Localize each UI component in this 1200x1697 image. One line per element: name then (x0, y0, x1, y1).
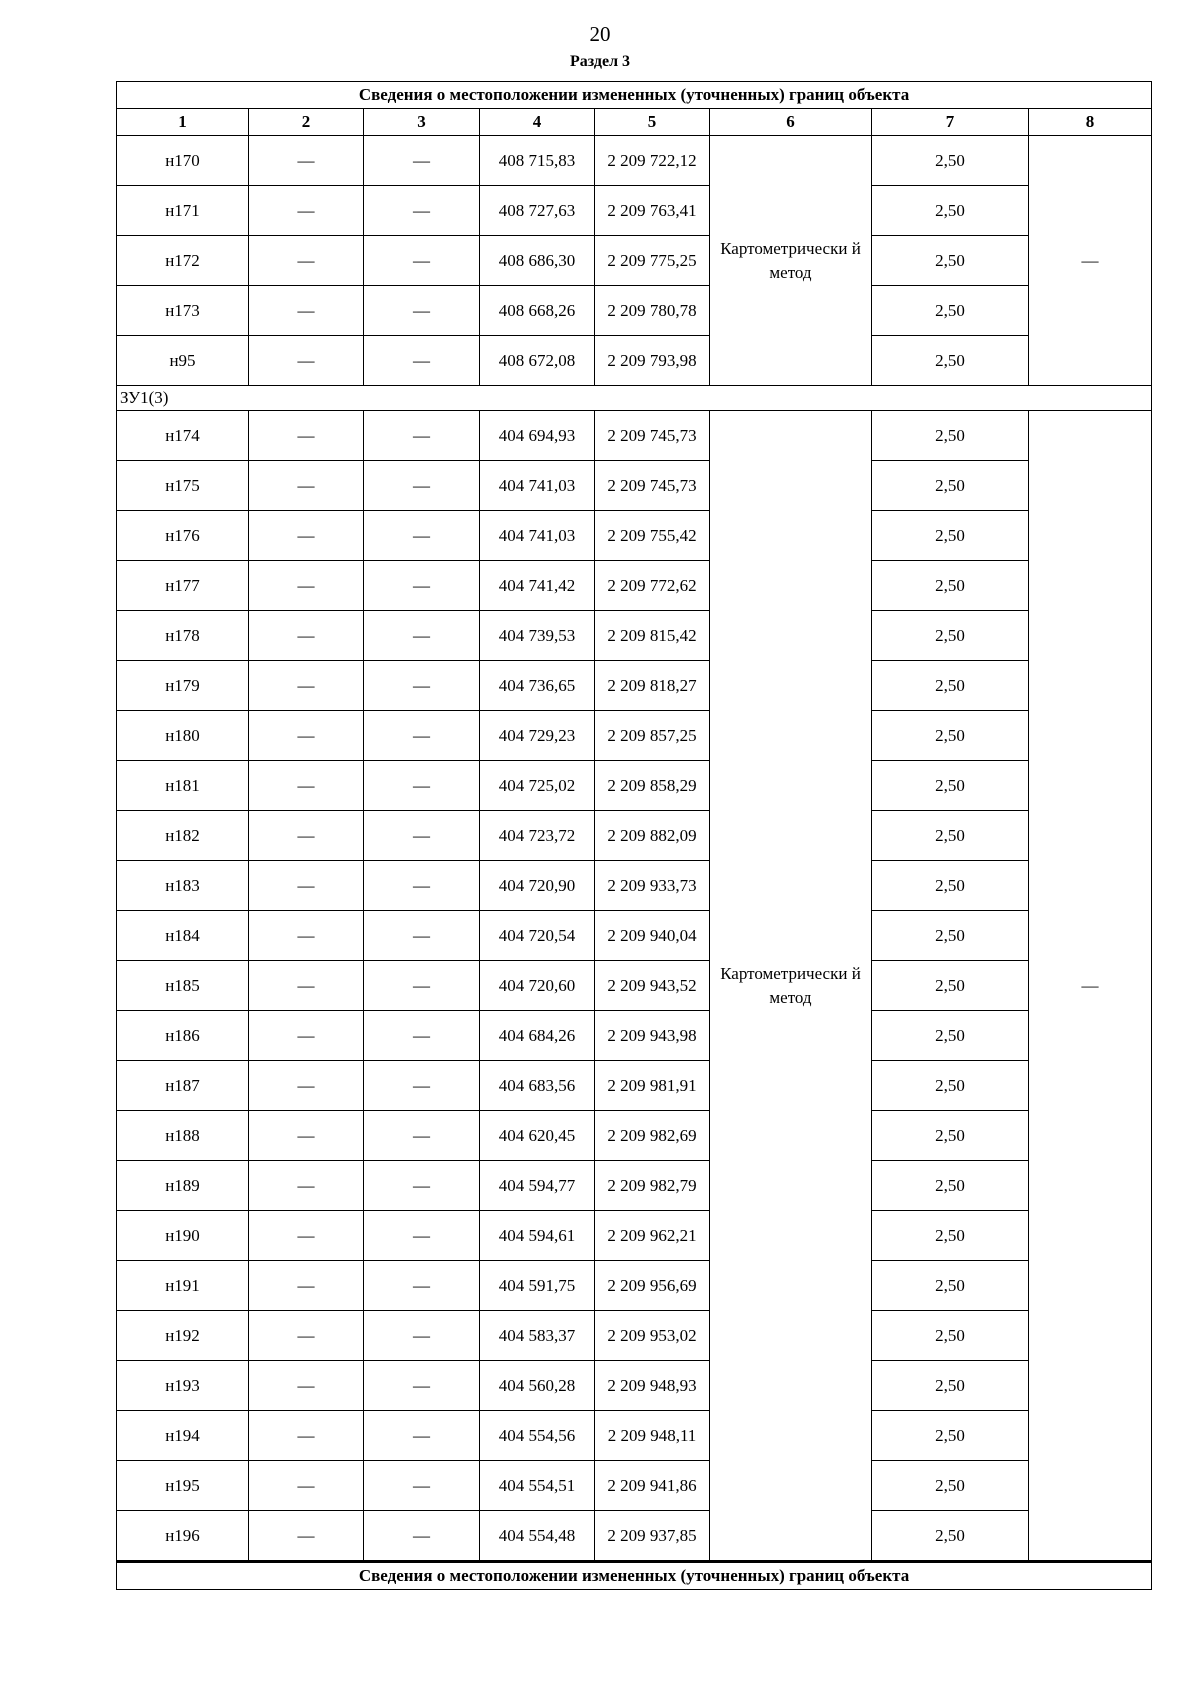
accuracy-cell: 2,50 (872, 511, 1029, 561)
x-coordinate-cell: 408 715,83 (480, 136, 595, 186)
accuracy-cell: 2,50 (872, 811, 1029, 861)
x-coordinate-cell: 408 672,08 (480, 336, 595, 386)
column-header: 6 (710, 109, 872, 136)
column-3-cell: — (364, 286, 480, 336)
y-coordinate-cell: 2 209 815,42 (595, 611, 710, 661)
table-row (117, 1161, 1152, 1211)
point-number-cell: н173 (117, 286, 249, 336)
table-row (117, 511, 1152, 561)
column-2-cell: — (249, 761, 364, 811)
y-coordinate-cell: 2 209 857,25 (595, 711, 710, 761)
table-row (117, 1011, 1152, 1061)
y-coordinate-cell: 2 209 982,69 (595, 1111, 710, 1161)
y-coordinate-cell: 2 209 755,42 (595, 511, 710, 561)
column-header: 5 (595, 109, 710, 136)
column-3-cell: — (364, 1161, 480, 1211)
table-row (117, 1461, 1152, 1511)
x-coordinate-cell: 404 741,42 (480, 561, 595, 611)
column-2-cell: — (249, 861, 364, 911)
point-number-cell: н183 (117, 861, 249, 911)
accuracy-cell: 2,50 (872, 1261, 1029, 1311)
point-number-cell: н194 (117, 1411, 249, 1461)
method-cell: Картометрически й метод (710, 136, 872, 386)
y-coordinate-cell: 2 209 858,29 (595, 761, 710, 811)
page-number: 20 (589, 22, 611, 46)
column-header: 7 (872, 109, 1029, 136)
column-2-cell: — (249, 611, 364, 661)
accuracy-cell: 2,50 (872, 286, 1029, 336)
x-coordinate-cell: 404 720,54 (480, 911, 595, 961)
column-3-cell: — (364, 411, 480, 461)
point-number-cell: н189 (117, 1161, 249, 1211)
y-coordinate-cell: 2 209 780,78 (595, 286, 710, 336)
point-number-cell: н177 (117, 561, 249, 611)
accuracy-cell: 2,50 (872, 1311, 1029, 1361)
table-row (117, 1261, 1152, 1311)
table-row (117, 1411, 1152, 1461)
x-coordinate-cell: 404 684,26 (480, 1011, 595, 1061)
x-coordinate-cell: 404 554,51 (480, 1461, 595, 1511)
point-number-cell: н174 (117, 411, 249, 461)
column-3-cell: — (364, 1061, 480, 1111)
y-coordinate-cell: 2 209 763,41 (595, 186, 710, 236)
table-row (117, 186, 1152, 236)
column-3-cell: — (364, 1511, 480, 1562)
x-coordinate-cell: 404 554,56 (480, 1411, 595, 1461)
column-2-cell: — (249, 1061, 364, 1111)
accuracy-cell: 2,50 (872, 711, 1029, 761)
accuracy-cell: 2,50 (872, 136, 1029, 186)
column-3-cell: — (364, 1011, 480, 1061)
column-2-cell: — (249, 1511, 364, 1562)
x-coordinate-cell: 408 727,63 (480, 186, 595, 236)
accuracy-cell: 2,50 (872, 1511, 1029, 1562)
table-row (117, 236, 1152, 286)
x-coordinate-cell: 404 554,48 (480, 1511, 595, 1562)
column-3-cell: — (364, 461, 480, 511)
column-3-cell: — (364, 1311, 480, 1361)
table-row (117, 1061, 1152, 1111)
column-3-cell: — (364, 236, 480, 286)
accuracy-cell: 2,50 (872, 611, 1029, 661)
point-number-cell: н179 (117, 661, 249, 711)
accuracy-cell: 2,50 (872, 1011, 1029, 1061)
column-2-cell: — (249, 1211, 364, 1261)
column-3-cell: — (364, 1361, 480, 1411)
point-number-cell: н172 (117, 236, 249, 286)
column-8-cell: — (1029, 411, 1152, 1562)
point-number-cell: н175 (117, 461, 249, 511)
point-number-cell: н181 (117, 761, 249, 811)
column-2-cell: — (249, 1311, 364, 1361)
point-number-cell: н188 (117, 1111, 249, 1161)
point-number-cell: н196 (117, 1511, 249, 1562)
column-2-cell: — (249, 811, 364, 861)
column-2-cell: — (249, 961, 364, 1011)
accuracy-cell: 2,50 (872, 1061, 1029, 1111)
x-coordinate-cell: 404 723,72 (480, 811, 595, 861)
y-coordinate-cell: 2 209 818,27 (595, 661, 710, 711)
x-coordinate-cell: 404 739,53 (480, 611, 595, 661)
column-3-cell: — (364, 561, 480, 611)
accuracy-cell: 2,50 (872, 411, 1029, 461)
point-number-cell: н182 (117, 811, 249, 861)
x-coordinate-cell: 404 620,45 (480, 1111, 595, 1161)
x-coordinate-cell: 404 694,93 (480, 411, 595, 461)
point-number-cell: н95 (117, 336, 249, 386)
column-2-cell: — (249, 511, 364, 561)
accuracy-cell: 2,50 (872, 961, 1029, 1011)
x-coordinate-cell: 408 686,30 (480, 236, 595, 286)
y-coordinate-cell: 2 209 943,52 (595, 961, 710, 1011)
accuracy-cell: 2,50 (872, 461, 1029, 511)
table-row (117, 911, 1152, 961)
table-row (117, 1111, 1152, 1161)
y-coordinate-cell: 2 209 962,21 (595, 1211, 710, 1261)
column-3-cell: — (364, 611, 480, 661)
column-2-cell: — (249, 136, 364, 186)
x-coordinate-cell: 408 668,26 (480, 286, 595, 336)
y-coordinate-cell: 2 209 940,04 (595, 911, 710, 961)
column-2-cell: — (249, 711, 364, 761)
table-row (117, 336, 1152, 386)
section-title: Раздел 3 (569, 53, 631, 70)
x-coordinate-cell: 404 720,90 (480, 861, 595, 911)
point-number-cell: н195 (117, 1461, 249, 1511)
x-coordinate-cell: 404 741,03 (480, 511, 595, 561)
point-number-cell: н171 (117, 186, 249, 236)
y-coordinate-cell: 2 209 953,02 (595, 1311, 710, 1361)
accuracy-cell: 2,50 (872, 861, 1029, 911)
accuracy-cell: 2,50 (872, 1411, 1029, 1461)
column-3-cell: — (364, 911, 480, 961)
boundary-coordinates-table (116, 81, 1152, 1590)
column-2-cell: — (249, 1261, 364, 1311)
column-header: 2 (249, 109, 364, 136)
table-row (117, 861, 1152, 911)
table-row (117, 561, 1152, 611)
table-row (117, 1211, 1152, 1261)
accuracy-cell: 2,50 (872, 1461, 1029, 1511)
table-row (117, 661, 1152, 711)
method-cell: Картометрически й метод (710, 411, 872, 1562)
column-3-cell: — (364, 511, 480, 561)
column-header: 8 (1029, 109, 1152, 136)
accuracy-cell: 2,50 (872, 336, 1029, 386)
column-2-cell: — (249, 911, 364, 961)
table-caption-bottom: Сведения о местоположении измененных (уточненных) границ объекта (117, 1562, 1152, 1590)
y-coordinate-cell: 2 209 982,79 (595, 1161, 710, 1211)
accuracy-cell: 2,50 (872, 1161, 1029, 1211)
x-coordinate-cell: 404 725,02 (480, 761, 595, 811)
y-coordinate-cell: 2 209 933,73 (595, 861, 710, 911)
point-number-cell: н170 (117, 136, 249, 186)
y-coordinate-cell: 2 209 745,73 (595, 461, 710, 511)
x-coordinate-cell: 404 736,65 (480, 661, 595, 711)
y-coordinate-cell: 2 209 948,11 (595, 1411, 710, 1461)
column-3-cell: — (364, 1211, 480, 1261)
point-number-cell: н187 (117, 1061, 249, 1111)
y-coordinate-cell: 2 209 772,62 (595, 561, 710, 611)
x-coordinate-cell: 404 741,03 (480, 461, 595, 511)
table-row (117, 1361, 1152, 1411)
table-row (117, 411, 1152, 461)
point-number-cell: н180 (117, 711, 249, 761)
column-2-cell: — (249, 1111, 364, 1161)
y-coordinate-cell: 2 209 948,93 (595, 1361, 710, 1411)
x-coordinate-cell: 404 560,28 (480, 1361, 595, 1411)
y-coordinate-cell: 2 209 943,98 (595, 1011, 710, 1061)
table-row (117, 136, 1152, 186)
column-3-cell: — (364, 1111, 480, 1161)
accuracy-cell: 2,50 (872, 661, 1029, 711)
column-2-cell: — (249, 461, 364, 511)
column-2-cell: — (249, 286, 364, 336)
table-row (117, 286, 1152, 336)
column-3-cell: — (364, 961, 480, 1011)
y-coordinate-cell: 2 209 956,69 (595, 1261, 710, 1311)
accuracy-cell: 2,50 (872, 236, 1029, 286)
column-2-cell: — (249, 561, 364, 611)
column-3-cell: — (364, 711, 480, 761)
table-caption-row-bottom (117, 1562, 1152, 1590)
accuracy-cell: 2,50 (872, 561, 1029, 611)
y-coordinate-cell: 2 209 941,86 (595, 1461, 710, 1511)
y-coordinate-cell: 2 209 882,09 (595, 811, 710, 861)
column-2-cell: — (249, 336, 364, 386)
x-coordinate-cell: 404 720,60 (480, 961, 595, 1011)
accuracy-cell: 2,50 (872, 1211, 1029, 1261)
accuracy-cell: 2,50 (872, 1361, 1029, 1411)
y-coordinate-cell: 2 209 793,98 (595, 336, 710, 386)
y-coordinate-cell: 2 209 722,12 (595, 136, 710, 186)
table-caption-row (117, 82, 1152, 109)
x-coordinate-cell: 404 594,61 (480, 1211, 595, 1261)
column-3-cell: — (364, 661, 480, 711)
column-2-cell: — (249, 236, 364, 286)
column-3-cell: — (364, 811, 480, 861)
column-header: 3 (364, 109, 480, 136)
table-row (117, 1511, 1152, 1562)
column-2-cell: — (249, 411, 364, 461)
table-row (117, 711, 1152, 761)
column-8-cell: — (1029, 136, 1152, 386)
column-3-cell: — (364, 761, 480, 811)
column-3-cell: — (364, 136, 480, 186)
x-coordinate-cell: 404 594,77 (480, 1161, 595, 1211)
group-label: ЗУ1(3) (117, 386, 1152, 411)
table-row (117, 961, 1152, 1011)
table-caption: Сведения о местоположении измененных (уточненных) границ объекта (117, 82, 1152, 109)
point-number-cell: н186 (117, 1011, 249, 1061)
column-header: 4 (480, 109, 595, 136)
column-3-cell: — (364, 861, 480, 911)
column-3-cell: — (364, 1411, 480, 1461)
point-number-cell: н184 (117, 911, 249, 961)
accuracy-cell: 2,50 (872, 911, 1029, 961)
column-2-cell: — (249, 1361, 364, 1411)
table-row (117, 811, 1152, 861)
column-2-cell: — (249, 186, 364, 236)
point-number-cell: н190 (117, 1211, 249, 1261)
x-coordinate-cell: 404 583,37 (480, 1311, 595, 1361)
column-header: 1 (117, 109, 249, 136)
x-coordinate-cell: 404 591,75 (480, 1261, 595, 1311)
y-coordinate-cell: 2 209 745,73 (595, 411, 710, 461)
group-row (117, 386, 1152, 411)
point-number-cell: н192 (117, 1311, 249, 1361)
column-2-cell: — (249, 1411, 364, 1461)
column-3-cell: — (364, 1261, 480, 1311)
point-number-cell: н185 (117, 961, 249, 1011)
x-coordinate-cell: 404 683,56 (480, 1061, 595, 1111)
accuracy-cell: 2,50 (872, 1111, 1029, 1161)
table-row (117, 1311, 1152, 1361)
y-coordinate-cell: 2 209 775,25 (595, 236, 710, 286)
y-coordinate-cell: 2 209 981,91 (595, 1061, 710, 1111)
column-3-cell: — (364, 186, 480, 236)
accuracy-cell: 2,50 (872, 186, 1029, 236)
point-number-cell: н191 (117, 1261, 249, 1311)
point-number-cell: н193 (117, 1361, 249, 1411)
column-2-cell: — (249, 661, 364, 711)
column-3-cell: — (364, 336, 480, 386)
column-2-cell: — (249, 1011, 364, 1061)
column-2-cell: — (249, 1461, 364, 1511)
table-row (117, 461, 1152, 511)
header-row (117, 109, 1152, 136)
y-coordinate-cell: 2 209 937,85 (595, 1511, 710, 1562)
point-number-cell: н176 (117, 511, 249, 561)
table-row (117, 611, 1152, 661)
column-3-cell: — (364, 1461, 480, 1511)
table-row (117, 761, 1152, 811)
column-2-cell: — (249, 1161, 364, 1211)
accuracy-cell: 2,50 (872, 761, 1029, 811)
x-coordinate-cell: 404 729,23 (480, 711, 595, 761)
point-number-cell: н178 (117, 611, 249, 661)
